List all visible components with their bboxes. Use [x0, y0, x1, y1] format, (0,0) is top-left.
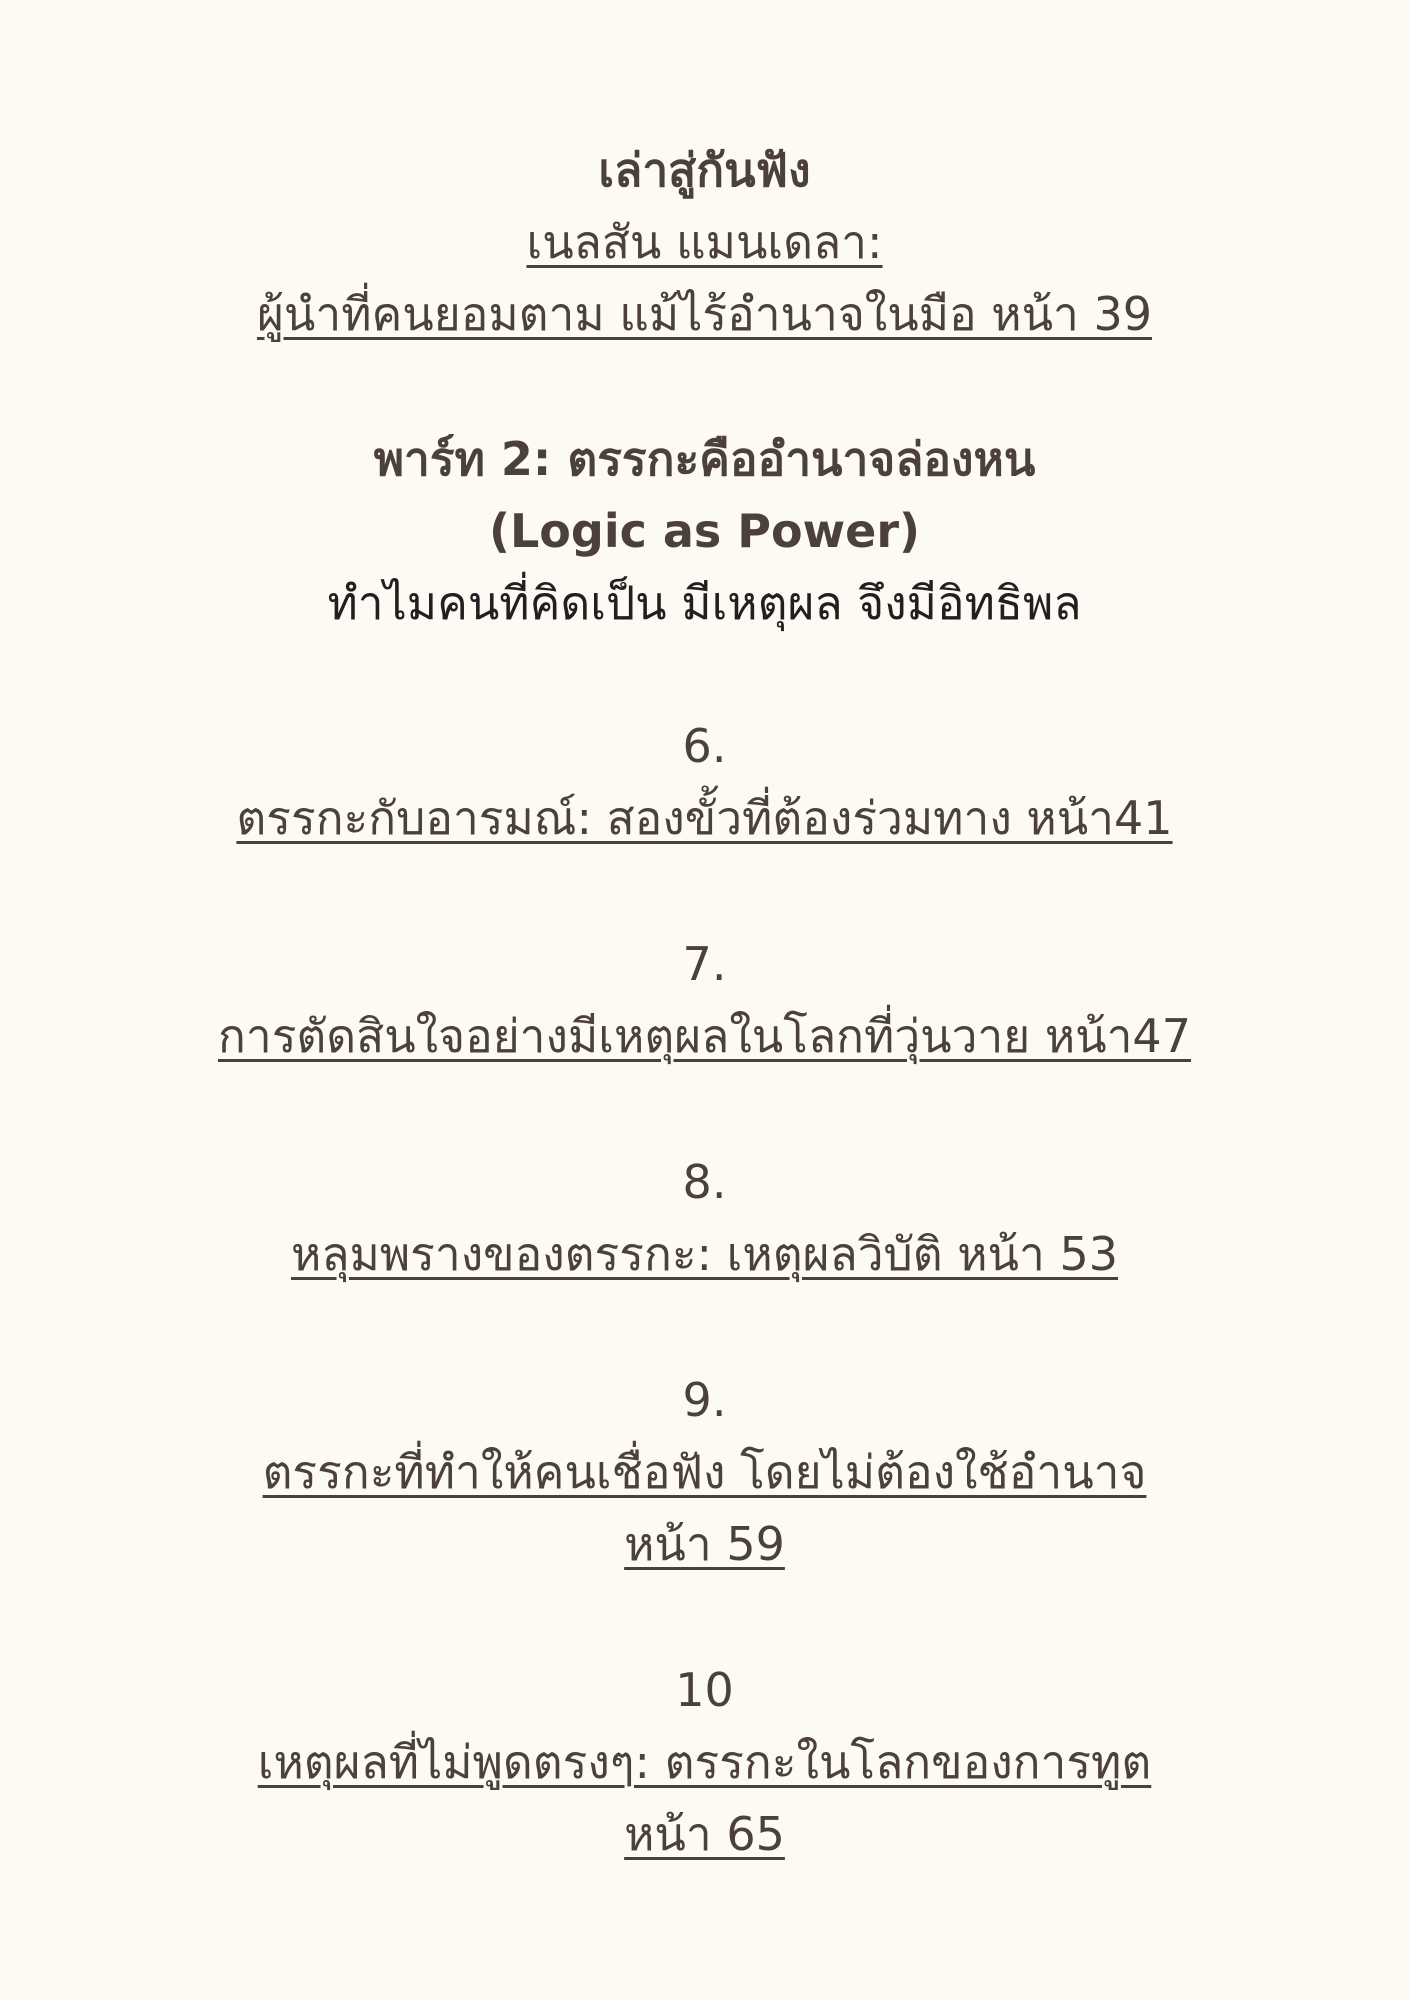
chapter-link-line — [0, 1508, 1409, 1580]
part-title: พาร์ท 2: ตรรกะคืออำนาจล่องหน — [373, 432, 1036, 486]
chapter-link-line — [0, 782, 1409, 854]
part-subtitle-en: (Logic as Power) — [488, 504, 921, 558]
chapter-number: 8. — [682, 1155, 727, 1209]
chapter-10-page-link[interactable]: หน้า 65 — [624, 1807, 785, 1861]
chapter-link-line — [0, 1436, 1409, 1508]
chapter-link-line — [0, 1726, 1409, 1798]
chapter-9-link[interactable]: ตรรกะที่ทำให้คนเชื่อฟัง โดยไม่ต้องใช้อำนาจ — [262, 1445, 1147, 1499]
story-heading: เล่าสู่กันฟัง — [598, 143, 811, 197]
part-description: ทำไมคนที่คิดเป็น มีเหตุผล จึงมีอิทธิพล — [327, 576, 1082, 630]
story-link-subtitle[interactable]: ผู้นำที่คนยอมตาม แม้ไร้อำนาจในมือ หน้า 39 — [256, 287, 1153, 341]
chapter-link-line — [0, 1000, 1409, 1072]
chapter-number: 9. — [682, 1373, 727, 1427]
chapter-number: 6. — [682, 719, 727, 773]
chapter-link-line — [0, 1798, 1409, 1870]
story-link-line-1 — [0, 206, 1409, 278]
chapter-number: 10 — [675, 1663, 734, 1717]
chapter-number: 7. — [682, 937, 727, 991]
story-link-title[interactable]: เนลสัน แมนเดลา: — [526, 215, 883, 269]
chapter-8-link[interactable]: หลุมพรางของตรรกะ: เหตุผลวิบัติ หน้า 53 — [291, 1227, 1118, 1281]
chapter-10-link[interactable]: เหตุผลที่ไม่พูดตรงๆ: ตรรกะในโลกของการทูต — [257, 1735, 1152, 1789]
story-link-line-2 — [0, 278, 1409, 350]
chapter-7-link[interactable]: การตัดสินใจอย่างมีเหตุผลในโลกที่วุ่นวาย หน้า47 — [218, 1009, 1191, 1063]
chapter-link-line — [0, 1218, 1409, 1290]
chapter-6-link[interactable]: ตรรกะกับอารมณ์: สองขั้วที่ต้องร่วมทาง หน้า41 — [236, 791, 1173, 845]
chapter-9-page-link[interactable]: หน้า 59 — [624, 1517, 785, 1571]
